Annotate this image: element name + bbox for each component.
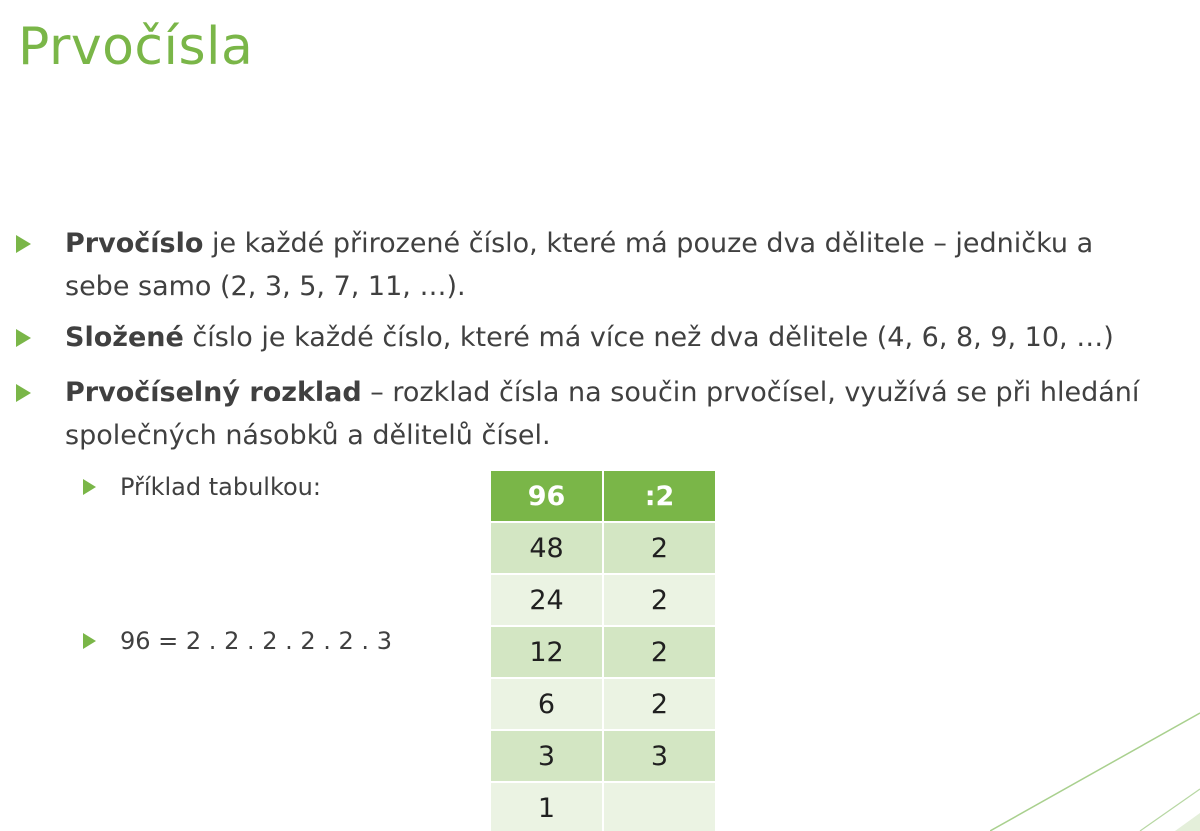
table-cell-divisor: 2 [603, 574, 716, 626]
bullet-definition: – rozklad čísla na součin prvočísel, využívá se při hledání [361, 377, 1140, 408]
sub-bullet-arrow-icon [83, 633, 96, 649]
bullet-text [65, 222, 1190, 308]
bullet-term: Prvočíslo [65, 228, 204, 259]
table-cell-divisor: 2 [603, 678, 716, 730]
bullet-term: Složené [65, 322, 184, 353]
table-row [490, 730, 716, 782]
bullet-prvocislo [16, 222, 1196, 312]
sub-bullet-example [83, 470, 463, 504]
table-row [490, 574, 716, 626]
table-header-divisor: :2 [603, 470, 716, 522]
bullet-arrow-icon [16, 235, 31, 253]
bullet-text [65, 316, 1190, 359]
bullet-definition: je každé přirozené číslo, které má pouze dva dělitele – jedničku a [203, 228, 1094, 259]
bullet-definition-cont: společných násobků a dělitelů čísel. [65, 420, 551, 451]
table-cell-number: 3 [490, 730, 603, 782]
bullet-definition-cont: sebe samo (2, 3, 5, 7, 11, …). [65, 271, 466, 302]
table-cell-number: 1 [490, 782, 603, 831]
table-cell-number: 12 [490, 626, 603, 678]
bullet-rozklad [16, 371, 1196, 461]
bullet-text [65, 371, 1190, 457]
table-row [490, 626, 716, 678]
table-cell-number: 24 [490, 574, 603, 626]
table-row [490, 782, 716, 831]
table-row [490, 522, 716, 574]
table-cell-divisor [603, 782, 716, 831]
factorization-result: 96 = 2 . 2 . 2 . 2 . 2 . 3 [120, 627, 392, 655]
slide-title: Prvočísla [18, 17, 254, 77]
table-cell-number: 48 [490, 522, 603, 574]
factorization-table [489, 469, 717, 831]
example-label: Příklad tabulkou: [120, 473, 321, 501]
table-header-number: 96 [490, 470, 603, 522]
table-header-row [490, 470, 716, 522]
table-cell-divisor: 2 [603, 626, 716, 678]
sub-bullet-arrow-icon [83, 479, 96, 495]
table-row [490, 678, 716, 730]
bullet-term: Prvočíselný rozklad [65, 377, 362, 408]
table-cell-divisor: 2 [603, 522, 716, 574]
corner-decoration [990, 691, 1200, 831]
table-cell-number: 6 [490, 678, 603, 730]
bullet-arrow-icon [16, 329, 31, 347]
bullet-definition: číslo je každé číslo, které má více než dva dělitele (4, 6, 8, 9, 10, …) [183, 322, 1114, 353]
table-cell-divisor: 3 [603, 730, 716, 782]
bullet-arrow-icon [16, 384, 31, 402]
sub-bullet-result [83, 624, 463, 658]
bullet-slozene [16, 316, 1196, 361]
